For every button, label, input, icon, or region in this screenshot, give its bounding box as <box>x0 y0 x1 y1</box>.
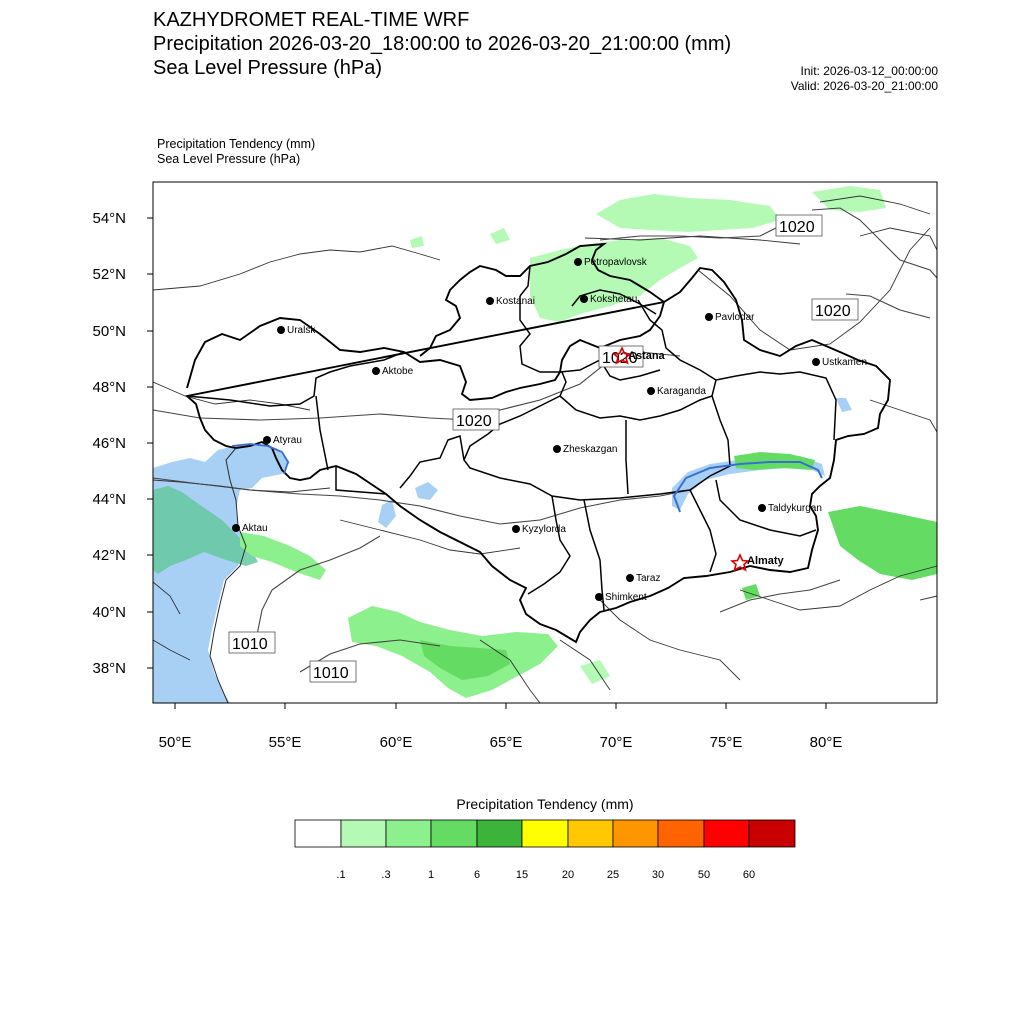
city-dot <box>595 593 603 601</box>
lat-label: 40°N <box>92 604 126 621</box>
colorbar-swatch <box>568 820 613 847</box>
colorbar-label: 15 <box>515 869 529 881</box>
chart-title: KAZHYDROMET REAL-TIME WRF <box>153 9 470 31</box>
init-time: Init: 2026-03-12_00:00:00 <box>800 64 938 78</box>
lon-labels <box>159 734 843 751</box>
city-dot <box>277 326 285 334</box>
city-dot <box>553 445 561 453</box>
field-label-precip: Precipitation Tendency (mm) <box>157 137 316 151</box>
colorbar-label: 6 <box>473 869 481 881</box>
lon-label: 60°E <box>379 734 413 751</box>
lat-label: 54°N <box>92 210 126 227</box>
colorbar-title: Precipitation Tendency (mm) <box>456 796 634 812</box>
city-label: Uralsk <box>287 325 316 336</box>
colorbar <box>295 820 795 847</box>
colorbar-swatch <box>749 820 795 847</box>
colorbar-swatch <box>522 820 568 847</box>
colorbar-swatch <box>704 820 749 847</box>
colorbar-swatch <box>477 820 522 847</box>
city-label: Atyrau <box>273 435 302 446</box>
city-dot <box>758 504 766 512</box>
city-dot <box>232 524 240 532</box>
colorbar-label: 1 <box>427 869 435 881</box>
colorbar-label: .1 <box>336 869 346 881</box>
capital-star-icon <box>732 555 748 570</box>
map-layers <box>153 186 937 703</box>
city-dot <box>486 297 494 305</box>
isobar-label: 1020 <box>456 413 492 430</box>
colorbar-label: 25 <box>606 869 620 881</box>
precip-small-1 <box>490 228 510 244</box>
isobar-label: 1010 <box>313 665 349 682</box>
colorbar-swatch <box>341 820 386 847</box>
lat-label: 44°N <box>92 491 126 508</box>
colorbar-swatch <box>613 820 658 847</box>
city-label: Ustkamen <box>822 357 868 368</box>
colorbar-label: 50 <box>697 869 711 881</box>
lon-label: 80°E <box>809 734 843 751</box>
city-label: Taldykurgan <box>768 503 822 514</box>
city-label: Almaty <box>747 555 784 567</box>
city-label: Taraz <box>636 573 661 584</box>
lat-label: 48°N <box>92 379 126 396</box>
city-label: Aktau <box>242 523 268 534</box>
city-label: Karaganda <box>657 386 706 397</box>
valid-time: Valid: 2026-03-20_21:00:00 <box>790 79 938 93</box>
city-label: Petropavlovsk <box>584 257 647 268</box>
lon-label: 70°E <box>599 734 633 751</box>
precip-north-kazakhstan <box>530 238 698 322</box>
aral-sea-south <box>378 500 396 528</box>
city-label: Kyzylorda <box>522 524 566 535</box>
isobar-label: 1010 <box>232 636 268 653</box>
field-label-slp: Sea Level Pressure (hPa) <box>157 152 301 166</box>
lat-label: 52°N <box>92 266 126 283</box>
lon-label: 65°E <box>489 734 523 751</box>
city-dot <box>512 525 520 533</box>
lake-zaysan <box>836 398 852 412</box>
precip-east <box>828 506 937 580</box>
aral-sea <box>415 482 438 500</box>
lat-labels <box>92 210 126 677</box>
isobar-label: 1020 <box>779 219 815 236</box>
lon-label: 50°E <box>158 734 192 751</box>
chart-subtitle-precip: Precipitation 2026-03-20_18:00:00 to 2026-03-20_21:00:00 (mm) <box>153 33 732 55</box>
city-label: Kokshetau <box>590 294 638 305</box>
city-label: Astana <box>628 350 665 362</box>
lat-label: 38°N <box>92 660 126 677</box>
colorbar-labels <box>336 869 755 881</box>
chart-subtitle-slp: Sea Level Pressure (hPa) <box>153 57 383 79</box>
city-dot <box>626 574 634 582</box>
lat-label: 42°N <box>92 547 126 564</box>
city-label: Shimkent <box>605 592 647 603</box>
lat-label: 50°N <box>92 323 126 340</box>
colorbar-label: 30 <box>651 869 665 881</box>
city-dot <box>812 358 820 366</box>
precip-small-3 <box>580 660 610 684</box>
city-dot <box>647 387 655 395</box>
colorbar-label: 20 <box>561 869 575 881</box>
city-label: Kostanai <box>496 296 535 307</box>
city-dot <box>574 258 582 266</box>
colorbar-swatch <box>431 820 477 847</box>
precip-mangyshlak <box>240 532 326 580</box>
colorbar-swatch <box>658 820 704 847</box>
city-label: Zheskazgan <box>563 444 618 455</box>
city-dot <box>372 367 380 375</box>
precip-small-2 <box>410 236 424 248</box>
colorbar-label: .3 <box>381 869 391 881</box>
city-label: Aktobe <box>382 366 414 377</box>
city-dot <box>705 313 713 321</box>
lon-label: 55°E <box>268 734 302 751</box>
caspian-sea <box>153 444 290 703</box>
city-dot <box>263 436 271 444</box>
isobar-label: 1020 <box>815 303 851 320</box>
city-label: Pavlodar <box>715 312 755 323</box>
colorbar-label: 60 <box>742 869 756 881</box>
precip-north-top <box>596 194 780 232</box>
city-dot <box>580 295 588 303</box>
isobar-label: 1020 <box>602 350 638 367</box>
colorbar-swatch <box>386 820 431 847</box>
lon-label: 75°E <box>709 734 743 751</box>
colorbar-swatch <box>295 820 341 847</box>
lat-label: 46°N <box>92 435 126 452</box>
